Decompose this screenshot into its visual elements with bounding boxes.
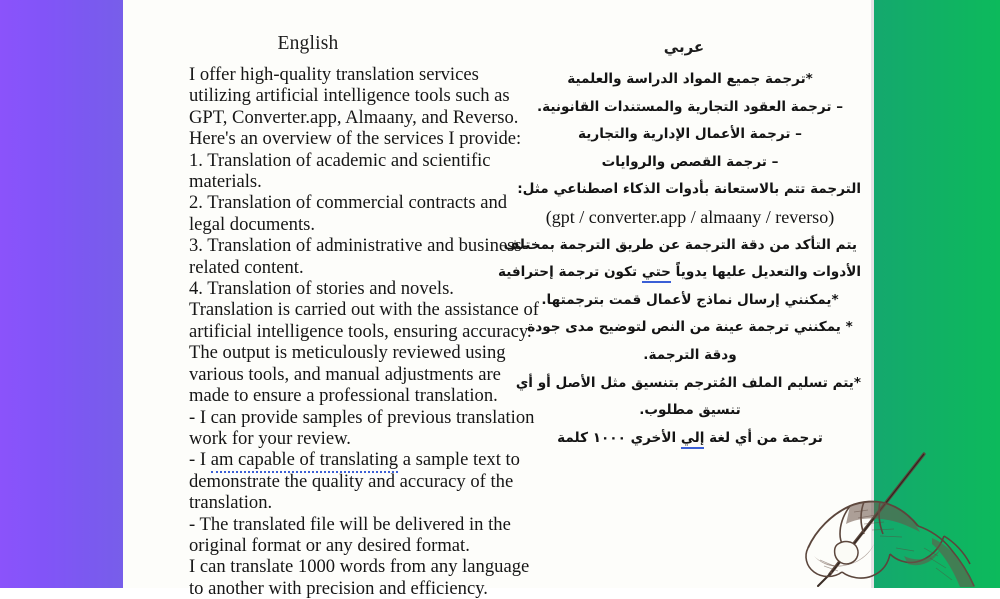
arabic-text-line: * يمكنني ترجمة عينة من النص لتوضيح مدى جودة [527, 319, 853, 336]
arabic-text-line: الأدوات والتعديل عليها يدوياً حتي تكون ترجمة إحترافية [519, 259, 861, 287]
arabic-text-line: *يمكنني إرسال نماذج لأعمال قمت بترجمتها. [541, 291, 839, 308]
arabic-text-line: – ترجمة القصص والروايات [601, 153, 779, 170]
arabic-text-line: *يتم تسليم الملف المُترجم بتنسيق مثل الأصل أو أي [515, 374, 861, 391]
arabic-text-line: ترجمة من أي لغة إلي الأخري ١٠٠٠ كلمة [519, 425, 861, 453]
arabic-text-line: ودقة الترجمة. [643, 346, 737, 363]
left-decorative-band [0, 0, 123, 588]
english-text-line: made to ensure a professional translation. [189, 385, 498, 407]
arabic-text-line: تنسيق مطلوب. [639, 402, 741, 419]
arabic-body-text [497, 66, 871, 452]
english-text-line: 4. Translation of stories and novels. [189, 278, 454, 300]
english-text-line: legal documents. [189, 213, 315, 235]
arabic-text-line: – ترجمة العقود التجارية والمستندات القانونية. [536, 98, 844, 115]
english-text-line: Here's an overview of the services I provide: [189, 128, 522, 150]
arabic-text-line: الترجمة تتم بالاستعانة بأدوات الذكاء اصطناعي مثل: [517, 181, 861, 198]
english-column [151, 0, 539, 599]
english-text-line: GPT, Converter.app, Almaany, and Reverso. [189, 106, 519, 128]
english-text-line: to another with precision and efficiency. [189, 577, 488, 599]
english-text-line: various tools, and manual adjustments are [189, 363, 501, 385]
english-text-line: 1. Translation of academic and scientific [189, 149, 491, 171]
arabic-column [497, 0, 871, 588]
page-edge-divider [871, 0, 874, 588]
spellcheck-underlined-text: am capable of translating [211, 449, 398, 473]
english-text-line: The output is meticulously reviewed using [189, 342, 506, 364]
english-text-line: artificial intelligence tools, ensuring accuracy. [189, 320, 532, 342]
english-body-text [151, 64, 539, 599]
document-page [123, 0, 871, 599]
arabic-text-line: – ترجمة الأعمال الإدارية والتجارية [578, 126, 802, 143]
english-text-line: Translation is carried out with the assistance of [189, 299, 539, 321]
arabic-column-heading: عربي [663, 38, 705, 56]
english-text-line: work for your review. [189, 427, 351, 449]
spellcheck-underlined-text: حتي [642, 264, 671, 283]
english-text-line: - The translated file will be delivered in the [189, 513, 511, 535]
english-text-line: utilizing artificial intelligence tools such as [189, 85, 510, 107]
english-text-line: - I can provide samples of previous translation [189, 406, 535, 428]
english-text-line: 3. Translation of administrative and business- [189, 235, 528, 257]
english-text-line: 2. Translation of commercial contracts and [189, 192, 508, 214]
english-text-line: original format or any desired format. [189, 534, 470, 556]
spellcheck-underlined-text: إلي [681, 430, 705, 449]
english-column-heading: English [277, 33, 339, 54]
english-text-line: materials. [189, 171, 262, 193]
arabic-text-line: (gpt / converter.app / almaany / reverso) [545, 206, 835, 227]
right-decorative-band [874, 0, 1000, 588]
english-text-line: related content. [189, 256, 304, 278]
english-text-line: I can translate 1000 words from any language [189, 556, 530, 578]
english-text-line: translation. [189, 492, 273, 514]
arabic-text-line: يتم التأكد من دقة الترجمة عن طريق الترجمة بمختلف [503, 236, 857, 253]
english-text-line: - I am capable of translating a sample text to [189, 449, 509, 470]
english-text-line: I offer high-quality translation services [189, 64, 479, 85]
english-text-line: demonstrate the quality and accuracy of the [189, 470, 514, 492]
arabic-text-line: *ترجمة جميع المواد الدراسة والعلمية [567, 71, 813, 87]
